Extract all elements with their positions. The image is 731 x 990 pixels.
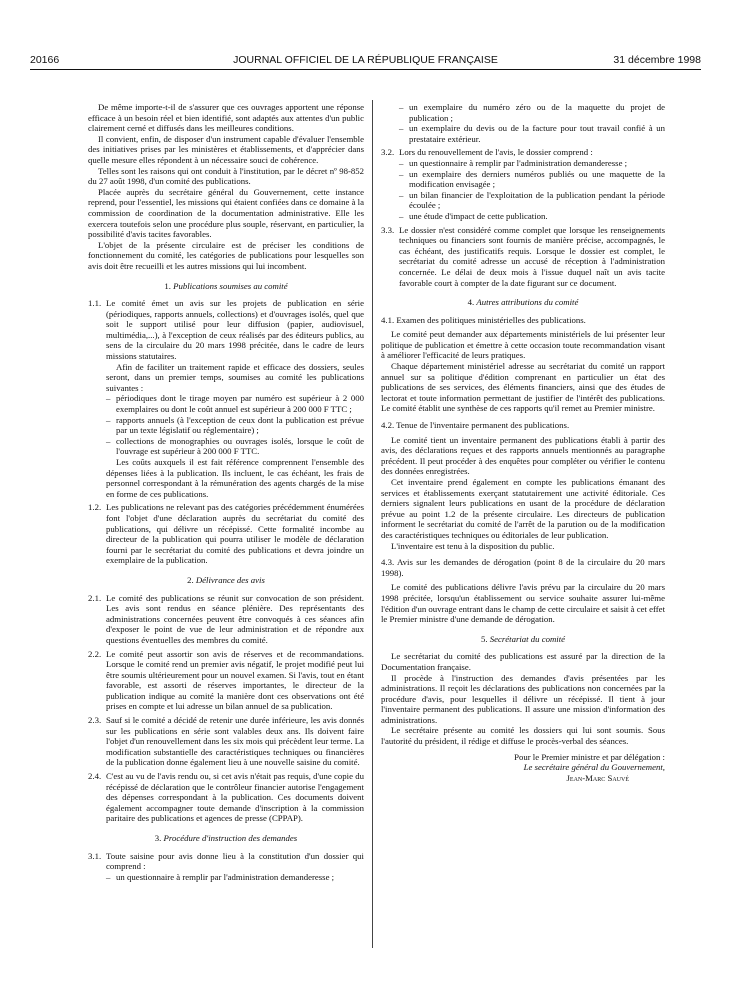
intro-paragraph: De même importe-t-il de s'assurer que ces ouvrages apportent une réponse efficace à un besoin réel et bien identifié, sont adaptés aux attentes d'un public clairement cerné et diffusés dans les meilleures conditions. <box>88 102 364 134</box>
item-2-4 <box>88 771 364 824</box>
signature-delegation: Pour le Premier ministre et par délégation : <box>514 751 665 762</box>
item-1-2 <box>88 502 364 566</box>
page-number: 20166 <box>30 54 60 66</box>
paragraph: Le secrétaire présente au comité les dossiers qui lui sont soumis. Sous l'autorité du président, il rédige et diffuse le procès-verbal des séances. <box>381 725 665 747</box>
item-number: 3.2. <box>381 147 395 158</box>
paragraph: Le secrétariat du comité des publications est assuré par la direction de la Documentation française. <box>381 651 665 672</box>
section-number: 1. <box>164 280 171 291</box>
dash-item: – un exemplaire du numéro zéro ou de la maquette du projet de publication ; <box>399 102 665 123</box>
section-title: Procédure d'instruction des demandes <box>163 833 298 843</box>
journal-title: JOURNAL OFFICIEL DE LA RÉPUBLIQUE FRANÇAISE <box>233 54 498 66</box>
left-column <box>88 102 364 882</box>
item-text: Toute saisine pour avis donne lieu à la constitution d'un dossier qui comprend : <box>106 850 364 872</box>
item-text: Le comité des publications se réunit sur convocation de son président. Les avis sont rendus en séance plénière. Des représentants des administrations concernées peuvent être convoqués à ces séances afin d'exposer le point de vue de leur administration et de répondre aux questions éventuelles des membres du comité. <box>106 592 364 645</box>
item-number: 2.4. <box>88 771 102 782</box>
subsection-heading: 4.1. Examen des politiques ministérielles des publications. <box>381 314 586 325</box>
paragraph: Le comité tient un inventaire permanent des publications établi à partir des avis, des déclarations reçues et des rapports annuels mentionnés au paragraphe précédent. Il peut procéder à des enquêtes pour compléter ou vérifier le contenu des données enregistrées. <box>381 434 665 477</box>
item-paragraph: Afin de faciliter un traitement rapide et efficace des dossiers, seules seront, dans un premier temps, soumises au comité les publications suivantes : <box>106 361 364 393</box>
item-number: 2.3. <box>88 715 102 726</box>
intro-paragraph: L'objet de la présente circulaire est de préciser les conditions de fonctionnement du comité, les catégories de publications pour lesquelles son avis doit être recueilli et les autres missions qui lui incombent. <box>88 239 364 271</box>
dash-item-text: une étude d'impact de cette publication. <box>409 210 548 221</box>
section-number: 4. <box>467 297 475 308</box>
right-column <box>381 102 665 783</box>
item-number: 2.1. <box>88 592 102 603</box>
section-heading-1 <box>88 281 364 292</box>
section-heading-4 <box>381 297 665 308</box>
item-3-2 <box>381 147 665 221</box>
section-heading-3 <box>88 833 364 844</box>
section-title: Publications soumises au comité <box>173 280 288 291</box>
issue-date: 31 décembre 1998 <box>613 54 701 66</box>
item-text: Le comité émet un avis sur les projets de publication en série (périodiques, rapports annuels, collections) et d'ouvrages isolés, quel que soit le support utilisé pour leur diffusion (papier, audiovisuel, multimédia,...), à l'exception de ceux réalisés par des éditeurs publics, au sens de la circulaire du 20 mars 1998 précitée, dans le cadre de leurs missions statutaires. <box>106 298 364 362</box>
signature-title: Le secrétaire général du Gouvernement, <box>523 762 665 773</box>
item-paragraph: Les coûts auxquels il est fait référence comprennent l'ensemble des dépenses liées à la publication. Ils incluent, le cas échéant, les frais de personnel correspondant à la rémunération des agents chargés de la mise en forme de ces publications. <box>106 457 364 499</box>
dash-item: – périodiques dont le tirage moyen par numéro est supérieur à 2 000 exemplaires ou dont le coût annuel est supérieur à 200 000 F TTC ; <box>106 393 364 415</box>
section-title: Secrétariat du comité <box>489 633 566 644</box>
paragraph: Chaque département ministériel adresse au secrétariat du comité un rapport annuel sur sa politique d'édition comprenant en particulier un état des publications de ses services, des éléments financiers, ainsi que des études de lectorat et toute information permettant de justifier de l'intérêt des publications. Le comité établit une synthèse de ces rapports qu'il remet au Premier ministre. <box>381 361 665 414</box>
item-text: C'est au vu de l'avis rendu ou, si cet avis n'était pas requis, d'une copie du récépissé de déclaration que le contrôleur financier autorise l'engagement des dépenses correspondant à la publication. Ces documents doivent également accompagner toute demande d'inscription à la commission paritaire des publications et agences de presse (CPPAP). <box>106 771 364 824</box>
paragraph: Cet inventaire prend également en compte les publications émanant des services et établissements exerçant statutairement une activité éditoriale. Ces derniers signalent leurs publications en usant de la procédure de déclaration prévue au point 1.2 de la présente circulaire. Les directeurs de publication informent le secrétariat du comité de l'arrêt de la parution ou de la modification des caractéristiques techniques ou éditoriales de leur publication. <box>381 477 665 540</box>
paragraph: Le comité peut demander aux départements ministériels de lui présenter leur politique de publication et émettre à cette occasion toute recommandation visant à améliorer l'efficacité de leurs pratiques. <box>381 329 665 361</box>
intro-paragraph: Il convient, enfin, de disposer d'un instrument capable d'évaluer l'ensemble des initiatives prises par les ministères et établissements, et d'apprécier dans quelle mesure elles répondent à un nécessaire souci de cohérence. <box>88 133 364 165</box>
subsection-heading: 4.3. Avis sur les demandes de dérogation (point 8 de la circulaire du 20 mars 1998). <box>381 557 665 578</box>
section-number: 2. <box>187 574 194 585</box>
item-number: 1.1. <box>88 298 102 309</box>
item-3-3 <box>381 225 665 289</box>
subsection-heading: 4.2. Tenue de l'inventaire permanent des publications. <box>381 420 570 431</box>
header-rule <box>30 69 701 70</box>
item-1-1 <box>88 298 364 499</box>
dash-item-text: un exemplaire des derniers numéros publiés ou une maquette de la modification envisagée ; <box>409 168 665 190</box>
signature-block <box>381 752 665 784</box>
item-text: Le dossier n'est considéré comme complet que lorsque les renseignements techniques ou financiers sont fournis de manière précise, accompagnés, le cas échéant, des justificatifs requis. Lorsque le dossier est complet, le secrétariat du comité adresse un accusé de réception à l'administration concernée. Le délai de deux mois à l'issue duquel naît un avis tacite favorable court à compter de la date figurant sur ce document. <box>399 224 665 288</box>
paragraph: L'inventaire est tenu à la disposition du public. <box>391 540 555 551</box>
dash-item-text: périodiques dont le tirage moyen par numéro est supérieur à 2 000 exemplaires ou dont le coût annuel est supérieur à 200 000 F TTC ; <box>116 393 364 415</box>
dash-item: – un exemplaire des derniers numéros publiés ou une maquette de la modification envisagée ; <box>399 168 665 190</box>
section-heading-2 <box>88 575 364 586</box>
column-divider <box>372 100 373 948</box>
dash-item-text: un bilan financier de l'exploitation de la publication pendant la période écoulée ; <box>409 189 665 211</box>
dash-item-text: un questionnaire à remplir par l'administration demanderesse ; <box>116 871 335 882</box>
dash-item-text: un exemplaire du numéro zéro ou de la maquette du projet de publication ; <box>409 102 665 123</box>
item-2-3 <box>88 715 364 768</box>
item-number: 3.3. <box>381 224 395 235</box>
item-2-2 <box>88 649 364 713</box>
dash-item-text: rapports annuels (à l'exception de ceux dont la publication est prévue par un texte législatif ou réglementaire) ; <box>116 414 364 436</box>
section-heading-5 <box>381 634 665 645</box>
running-header <box>30 54 701 70</box>
dash-item: – rapports annuels (à l'exception de ceux dont la publication est prévue par un texte législatif ou réglementaire) ; <box>106 414 364 436</box>
paragraph: Le comité des publications délivre l'avis prévu par la circulaire du 20 mars 1998 précitée, lorsqu'un établissement ou service souhaite assurer lui-même l'édition d'un ouvrage entrant dans le champ de cette circulaire et saisit à cet effet le Premier ministre d'une demande de dérogation. <box>381 582 665 625</box>
dash-item: – une étude d'impact de cette publication. <box>399 211 665 222</box>
paragraph: Il procède à l'instruction des demandes d'avis présentées par les administrations. Il reçoit les déclarations des publications non concernées par la procédure d'avis, pour lesquelles il délivre un récépissé. Il tient à jour l'inventaire permanent des publications. Il assure une mission d'information des administrations. <box>381 672 665 725</box>
item-text: Lors du renouvellement de l'avis, le dossier comprend : <box>399 147 593 158</box>
signatory-name: Jean-Marc Sauvé <box>566 772 629 783</box>
item-number: 3.1. <box>88 850 102 861</box>
item-text: Les publications ne relevant pas des catégories précédemment énumérées font l'objet d'une déclaration auprès du secrétariat du comité des publications, qui délivre un récépissé. Cette formalité incombe au directeur de la publication qui pourra utiliser le modèle de déclaration fourni par le secrétariat du comité des publications et devra joindre un exemplaire de la publication. <box>106 502 364 566</box>
item-text: Sauf si le comité a décidé de retenir une durée inférieure, les avis donnés sur les publications en série sont valables deux ans. Ils doivent faire l'objet d'un renouvellement dans les six mois qui précèdent leur terme. La modification substantielle des caractéristiques techniques ou financières de la publication donne également lieu à une nouvelle saisine du comité. <box>106 715 364 768</box>
dash-item: – collections de monographies ou ouvrages isolés, lorsque le coût de l'ouvrage est supérieur à 200 000 F TTC. <box>106 435 364 457</box>
dash-item: – un questionnaire à remplir par l'administration demanderesse ; <box>106 872 364 883</box>
section-title: Autres attributions du comité <box>476 297 579 308</box>
item-text: Le comité peut assortir son avis de réserves et de recommandations. Lorsque le comité rend un premier avis négatif, le projet modifié peut lui être soumis ultérieurement pour un nouvel examen. Si l'avis, tout en étant favorable, est assorti de réserves importantes, le directeur de la publication indique au comité la manière dont ces observations ont été prises en compte et lui adresse un bilan annuel de sa publication. <box>106 648 364 712</box>
section-title: Délivrance des avis <box>195 574 265 585</box>
dash-item: – un bilan financier de l'exploitation de la publication pendant la période écoulée ; <box>399 189 665 211</box>
dash-item: – un exemplaire du devis ou de la facture pour tout travail confié à un prestataire extérieur. <box>399 123 665 144</box>
dash-item: – un questionnaire à remplir par l'administration demanderesse ; <box>399 158 665 169</box>
item-number: 1.2. <box>88 502 102 513</box>
intro-paragraph: Placée auprès du secrétaire général du Gouvernement, cette instance reprend, pour l'essentiel, les missions qui étaient confiées dans ce domaine à la commission de coordination de la documentation administrative. Elle les exercera toutefois selon une procédure plus souple, réservant, en particulier, la possibilité d'avis tacites favorables. <box>88 186 364 240</box>
intro-paragraph: Telles sont les raisons qui ont conduit à l'institution, par le décret nº 98-852 du 27 août 1998, d'un comité des publications. <box>88 165 364 187</box>
item-number: 2.2. <box>88 648 102 659</box>
dash-item-text: collections de monographies ou ouvrages isolés, lorsque le coût de l'ouvrage est supérieur à 200 000 F TTC. <box>116 435 364 457</box>
section-number: 3. <box>154 833 162 843</box>
dash-item-text: un exemplaire du devis ou de la facture pour tout travail confié à un prestataire extérieur. <box>409 123 665 144</box>
item-3-1 <box>88 851 364 883</box>
dash-item-text: un questionnaire à remplir par l'administration demanderesse ; <box>409 157 628 168</box>
item-2-1 <box>88 593 364 646</box>
section-number: 5. <box>480 633 488 644</box>
